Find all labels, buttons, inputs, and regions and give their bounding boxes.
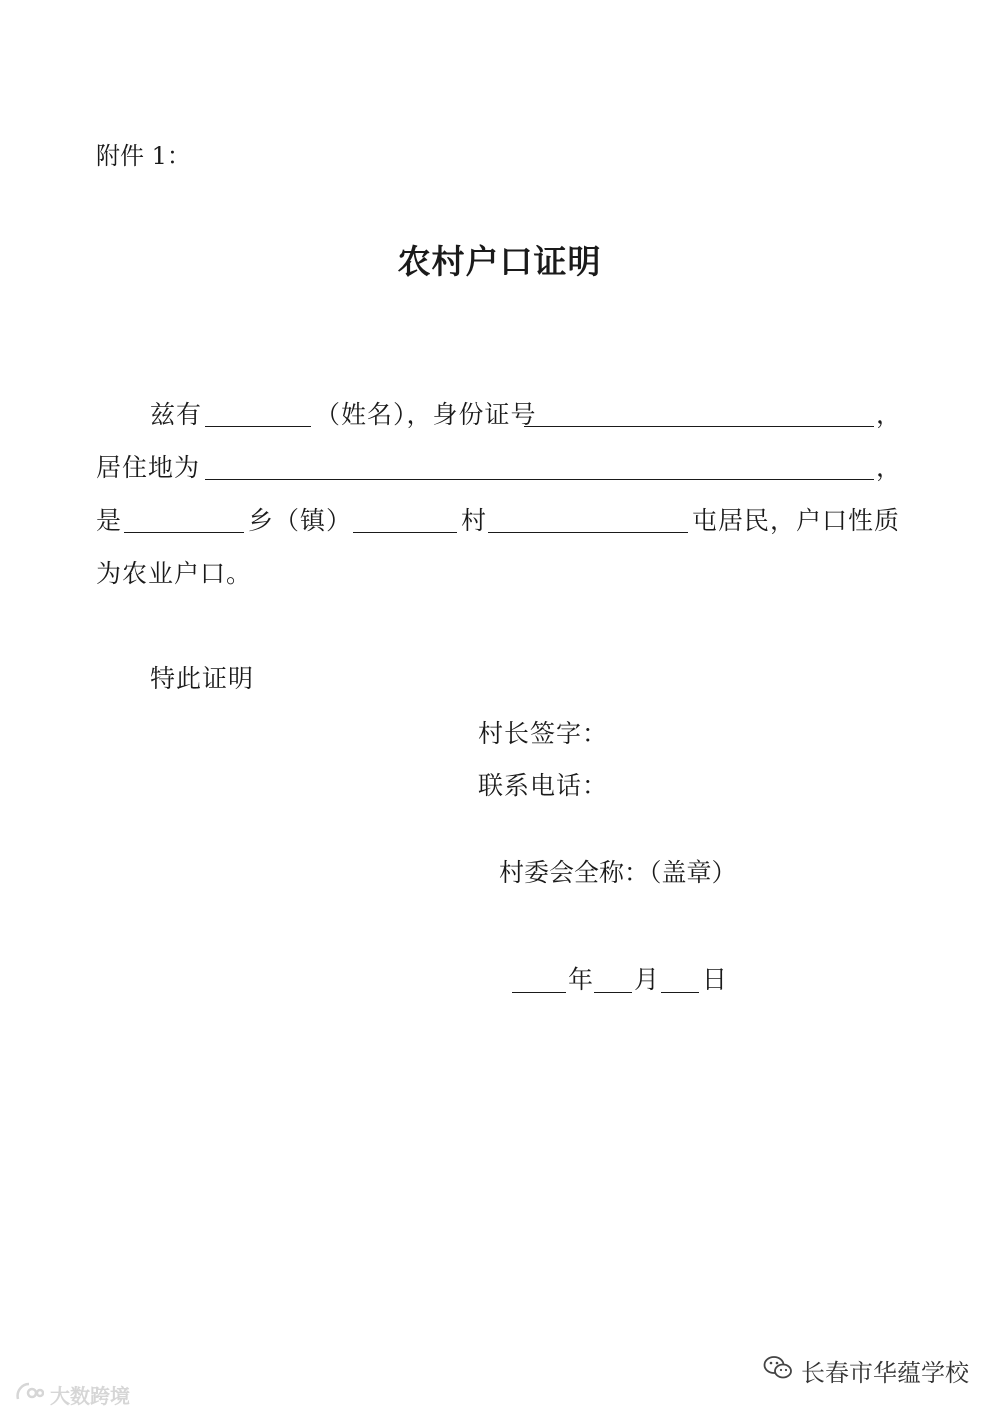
- line2-prefix: 居住地为: [96, 453, 201, 482]
- year-label: 年: [568, 965, 595, 994]
- residence-blank: [205, 479, 874, 480]
- line4-text: 为农业户口。: [96, 559, 253, 588]
- month-blank: [594, 992, 632, 993]
- contact-phone-label: 联系电话：: [478, 771, 609, 800]
- wechat-icon: [763, 1355, 793, 1387]
- brand-logo-icon: [14, 1381, 44, 1408]
- brand-watermark-text: 大数跨境: [50, 1384, 130, 1408]
- school-watermark: [763, 1353, 969, 1388]
- school-watermark-text: 长春市华蕴学校: [801, 1359, 969, 1387]
- year-blank: [512, 992, 566, 993]
- hamlet-blank: [488, 532, 688, 533]
- day-label: 日: [702, 965, 729, 994]
- brand-watermark: [14, 1380, 130, 1409]
- village-label: 村: [461, 506, 488, 535]
- line3-suffix: 屯居民，户口性质: [692, 506, 901, 535]
- village-head-signature-label: 村长签字：: [478, 719, 609, 748]
- id-number-blank: [524, 426, 874, 427]
- month-label: 月: [634, 965, 661, 994]
- committee-seal-label: 村委会全称：（盖章）: [499, 858, 737, 887]
- attachment-label: 附件 1：: [96, 142, 191, 170]
- line1-name-note: （姓名），身份证号: [315, 400, 537, 429]
- name-blank: [205, 426, 311, 427]
- village-blank: [353, 532, 457, 533]
- document-title: 农村户口证明: [397, 242, 602, 281]
- line1-prefix: 兹有: [150, 400, 203, 429]
- line2-comma: ，: [876, 453, 903, 482]
- line3-prefix: 是: [96, 506, 123, 535]
- township-blank: [124, 532, 244, 533]
- day-blank: [661, 992, 699, 993]
- line1-comma: ，: [876, 400, 903, 429]
- closing-text: 特此证明: [150, 664, 255, 693]
- township-label: 乡（镇）: [248, 506, 353, 535]
